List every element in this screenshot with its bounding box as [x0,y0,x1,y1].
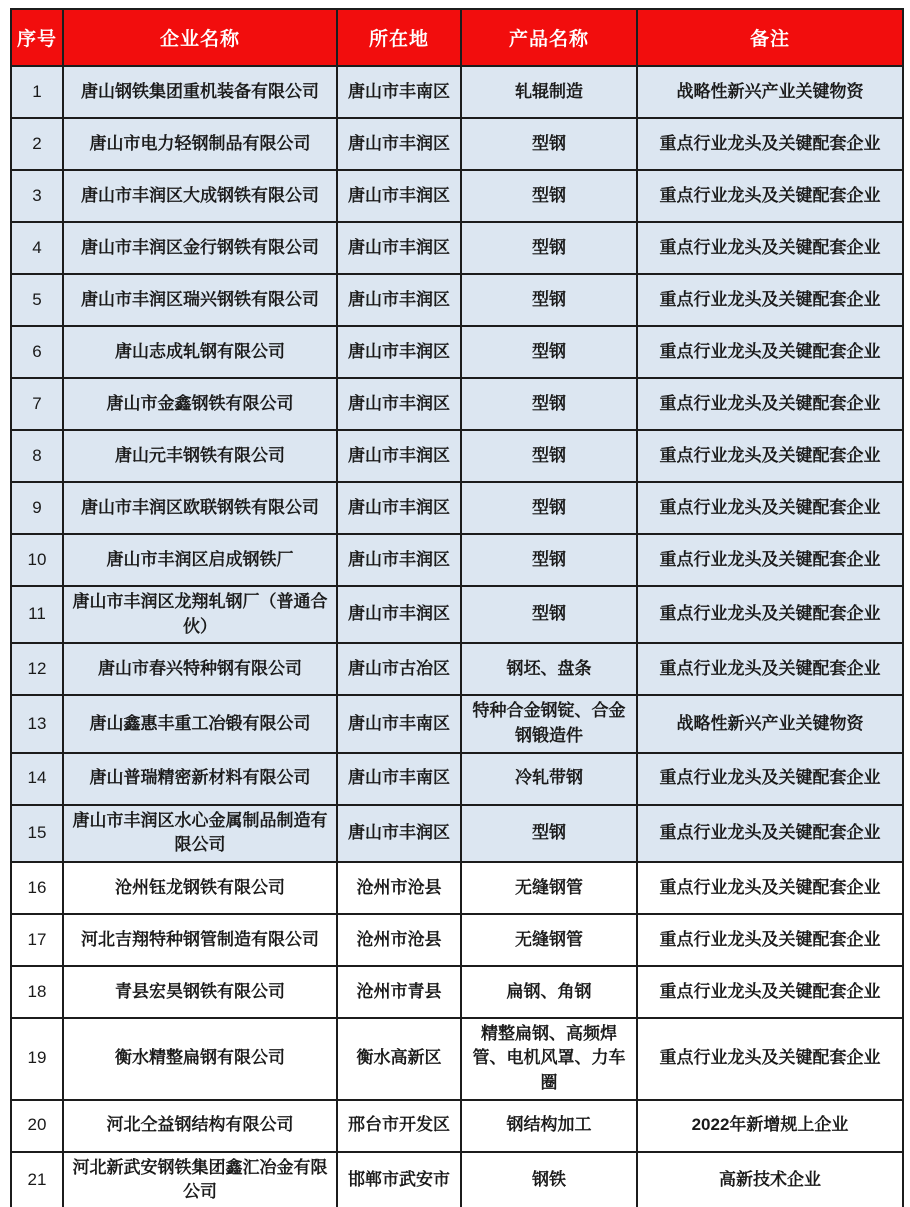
cell-index: 3 [11,170,63,222]
cell-index: 7 [11,378,63,430]
cell-product: 轧辊制造 [461,66,637,118]
table-row [11,1100,903,1152]
cell-remark: 重点行业龙头及关键配套企业 [637,482,903,534]
cell-index: 12 [11,643,63,695]
cell-company: 唐山市丰润区瑞兴钢铁有限公司 [63,274,337,326]
cell-company: 唐山市丰润区启成钢铁厂 [63,534,337,586]
cell-remark: 重点行业龙头及关键配套企业 [637,274,903,326]
cell-location: 唐山市丰润区 [337,378,461,430]
table-row [11,914,903,966]
cell-company: 唐山市丰润区金行钢铁有限公司 [63,222,337,274]
column-header-product: 产品名称 [461,9,637,66]
cell-index: 2 [11,118,63,170]
table-row [11,170,903,222]
cell-remark: 2022年新增规上企业 [637,1100,903,1152]
table-row [11,430,903,482]
cell-company: 沧州钰龙钢铁有限公司 [63,862,337,914]
cell-location: 邢台市开发区 [337,1100,461,1152]
cell-location: 唐山市丰润区 [337,274,461,326]
cell-location: 唐山市丰润区 [337,586,461,643]
cell-remark: 重点行业龙头及关键配套企业 [637,753,903,805]
cell-index: 11 [11,586,63,643]
column-header-location: 所在地 [337,9,461,66]
cell-index: 14 [11,753,63,805]
table-row [11,534,903,586]
table-row [11,482,903,534]
cell-index: 4 [11,222,63,274]
cell-index: 15 [11,805,63,862]
cell-company: 唐山市电力轻钢制品有限公司 [63,118,337,170]
cell-location: 唐山市丰润区 [337,805,461,862]
cell-index: 1 [11,66,63,118]
cell-product: 型钢 [461,274,637,326]
cell-location: 唐山市丰润区 [337,170,461,222]
cell-location: 唐山市古冶区 [337,643,461,695]
cell-location: 沧州市沧县 [337,914,461,966]
cell-remark: 重点行业龙头及关键配套企业 [637,170,903,222]
cell-company: 唐山市丰润区大成钢铁有限公司 [63,170,337,222]
cell-product: 精整扁钢、高频焊管、电机风罩、力车圈 [461,1018,637,1100]
cell-index: 6 [11,326,63,378]
cell-index: 19 [11,1018,63,1100]
cell-product: 无缝钢管 [461,862,637,914]
cell-company: 唐山市丰润区欧联钢铁有限公司 [63,482,337,534]
cell-location: 唐山市丰南区 [337,695,461,752]
cell-remark: 重点行业龙头及关键配套企业 [637,966,903,1018]
cell-product: 钢坯、盘条 [461,643,637,695]
cell-product: 钢铁 [461,1152,637,1207]
cell-product: 型钢 [461,430,637,482]
cell-index: 8 [11,430,63,482]
cell-remark: 战略性新兴产业关键物资 [637,66,903,118]
cell-product: 型钢 [461,118,637,170]
table-row [11,326,903,378]
cell-product: 冷轧带钢 [461,753,637,805]
cell-remark: 重点行业龙头及关键配套企业 [637,326,903,378]
cell-remark: 战略性新兴产业关键物资 [637,695,903,752]
cell-remark: 重点行业龙头及关键配套企业 [637,534,903,586]
enterprise-table [10,8,904,1207]
cell-company: 唐山鑫惠丰重工冶锻有限公司 [63,695,337,752]
cell-remark: 重点行业龙头及关键配套企业 [637,222,903,274]
cell-location: 沧州市青县 [337,966,461,1018]
table-row [11,378,903,430]
cell-index: 20 [11,1100,63,1152]
cell-company: 河北吉翔特种钢管制造有限公司 [63,914,337,966]
cell-remark: 重点行业龙头及关键配套企业 [637,862,903,914]
cell-remark: 重点行业龙头及关键配套企业 [637,430,903,482]
cell-company: 唐山市丰润区龙翔轧钢厂（普通合伙） [63,586,337,643]
column-header-index: 序号 [11,9,63,66]
cell-index: 9 [11,482,63,534]
cell-remark: 高新技术企业 [637,1152,903,1207]
table-row [11,66,903,118]
cell-company: 唐山志成轧钢有限公司 [63,326,337,378]
cell-product: 型钢 [461,805,637,862]
table-row [11,695,903,752]
table-row [11,586,903,643]
table-row [11,966,903,1018]
cell-company: 衡水精整扁钢有限公司 [63,1018,337,1100]
cell-product: 型钢 [461,482,637,534]
cell-index: 10 [11,534,63,586]
cell-product: 钢结构加工 [461,1100,637,1152]
table-row [11,643,903,695]
table-body [11,66,903,1207]
column-header-remark: 备注 [637,9,903,66]
cell-index: 18 [11,966,63,1018]
cell-company: 唐山普瑞精密新材料有限公司 [63,753,337,805]
table-row [11,862,903,914]
cell-company: 唐山市丰润区水心金属制品制造有限公司 [63,805,337,862]
cell-remark: 重点行业龙头及关键配套企业 [637,805,903,862]
cell-product: 型钢 [461,170,637,222]
table-header [11,9,903,66]
cell-location: 邯郸市武安市 [337,1152,461,1207]
cell-index: 13 [11,695,63,752]
cell-index: 21 [11,1152,63,1207]
cell-remark: 重点行业龙头及关键配套企业 [637,1018,903,1100]
cell-company: 唐山钢铁集团重机装备有限公司 [63,66,337,118]
header-row [11,9,903,66]
cell-location: 唐山市丰南区 [337,66,461,118]
table-row [11,118,903,170]
cell-location: 唐山市丰润区 [337,482,461,534]
cell-location: 唐山市丰润区 [337,430,461,482]
cell-company: 河北新武安钢铁集团鑫汇冶金有限公司 [63,1152,337,1207]
cell-index: 17 [11,914,63,966]
cell-company: 河北仝益钢结构有限公司 [63,1100,337,1152]
cell-product: 型钢 [461,586,637,643]
cell-location: 衡水高新区 [337,1018,461,1100]
table-row [11,274,903,326]
cell-index: 16 [11,862,63,914]
cell-location: 沧州市沧县 [337,862,461,914]
table-row [11,1018,903,1100]
cell-company: 唐山市金鑫钢铁有限公司 [63,378,337,430]
cell-company: 唐山元丰钢铁有限公司 [63,430,337,482]
table-row [11,753,903,805]
cell-product: 型钢 [461,326,637,378]
cell-location: 唐山市丰润区 [337,534,461,586]
cell-product: 型钢 [461,534,637,586]
cell-product: 型钢 [461,378,637,430]
cell-product: 扁钢、角钢 [461,966,637,1018]
cell-remark: 重点行业龙头及关键配套企业 [637,643,903,695]
cell-location: 唐山市丰润区 [337,118,461,170]
cell-product: 特种合金钢锭、合金钢锻造件 [461,695,637,752]
cell-location: 唐山市丰润区 [337,326,461,378]
cell-company: 唐山市春兴特种钢有限公司 [63,643,337,695]
cell-remark: 重点行业龙头及关键配套企业 [637,914,903,966]
cell-index: 5 [11,274,63,326]
cell-location: 唐山市丰润区 [337,222,461,274]
cell-product: 型钢 [461,222,637,274]
table-row [11,222,903,274]
column-header-company: 企业名称 [63,9,337,66]
table-row [11,1152,903,1207]
cell-location: 唐山市丰南区 [337,753,461,805]
cell-company: 青县宏昊钢铁有限公司 [63,966,337,1018]
cell-remark: 重点行业龙头及关键配套企业 [637,118,903,170]
table-row [11,805,903,862]
cell-remark: 重点行业龙头及关键配套企业 [637,586,903,643]
cell-remark: 重点行业龙头及关键配套企业 [637,378,903,430]
cell-product: 无缝钢管 [461,914,637,966]
